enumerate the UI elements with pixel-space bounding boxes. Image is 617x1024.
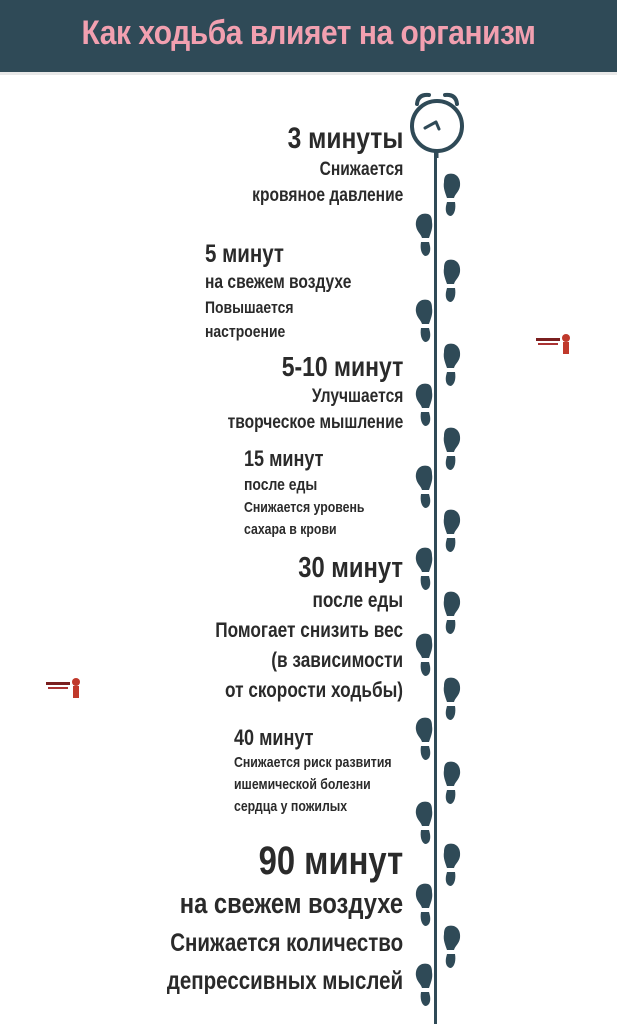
- footprint-icon: [412, 632, 434, 678]
- footprint-icon: [442, 342, 464, 388]
- footprint-icon: [412, 464, 434, 510]
- footprint-icon: [412, 546, 434, 592]
- item-text: настроение: [205, 322, 286, 341]
- timeline-item-90min: [115, 838, 403, 1000]
- timeline-line: [434, 120, 437, 1024]
- item-text: Улучшается: [311, 386, 403, 407]
- item-text: (в зависимости: [271, 649, 403, 672]
- item-time: 3 минуты: [287, 122, 403, 155]
- footprint-icon: [412, 298, 434, 344]
- footprint-icon: [442, 426, 464, 472]
- title-banner: [0, 0, 617, 75]
- item-text: Повышается: [205, 298, 294, 317]
- item-time: 5-10 минут: [281, 351, 403, 382]
- footprint-icon: [442, 172, 464, 218]
- item-text: Снижается уровень: [244, 499, 365, 516]
- timeline-item-40min: [234, 724, 426, 818]
- footprint-icon: [442, 842, 464, 888]
- timeline-item-5min: [205, 238, 384, 344]
- item-text: Снижается количество: [170, 929, 403, 957]
- item-time: 30 минут: [298, 552, 403, 584]
- item-text: сердца у пожилых: [234, 798, 348, 815]
- timeline-item-3min: [219, 121, 403, 209]
- footprint-icon: [412, 716, 434, 762]
- item-time: 90 минут: [258, 839, 403, 883]
- item-text: после еды: [312, 589, 403, 612]
- footprint-icon: [412, 382, 434, 428]
- footprint-icon: [442, 924, 464, 970]
- item-text: от скорости ходьбы): [224, 679, 403, 702]
- watermark-stamp: [46, 676, 90, 700]
- timeline-item-30min: [174, 550, 403, 706]
- footprint-icon: [412, 882, 434, 928]
- item-text: ишемической болезни: [234, 776, 371, 793]
- item-text: депрессивных мыслей: [166, 967, 403, 995]
- item-text: на свежем воздухе: [179, 888, 403, 920]
- alarm-clock-icon: [408, 88, 466, 158]
- timeline-item-5-10min: [189, 350, 403, 436]
- item-text: Снижается риск развития: [234, 754, 392, 771]
- page-title: Как ходьба влияет на организм: [81, 14, 536, 52]
- item-time: 15 минут: [244, 446, 324, 471]
- item-time: 5 минут: [205, 240, 284, 268]
- timeline-item-15min: [244, 445, 391, 541]
- item-text: Помогает снизить вес: [215, 619, 403, 642]
- item-text: кровяное давление: [251, 185, 403, 206]
- footprint-icon: [442, 676, 464, 722]
- footprint-icon: [442, 760, 464, 806]
- footprint-icon: [442, 590, 464, 636]
- item-text: после еды: [244, 475, 318, 494]
- footprint-icon: [412, 212, 434, 258]
- watermark-stamp: [536, 332, 580, 356]
- footprint-icon: [412, 962, 434, 1008]
- item-text: сахара в крови: [244, 521, 337, 538]
- item-time: 40 минут: [234, 725, 314, 750]
- footprint-icon: [442, 508, 464, 554]
- item-text: на свежем воздухе: [205, 272, 352, 293]
- footprint-icon: [442, 258, 464, 304]
- item-text: Снижается: [319, 159, 403, 180]
- item-text: творческое мышление: [227, 412, 403, 433]
- footprint-icon: [412, 800, 434, 846]
